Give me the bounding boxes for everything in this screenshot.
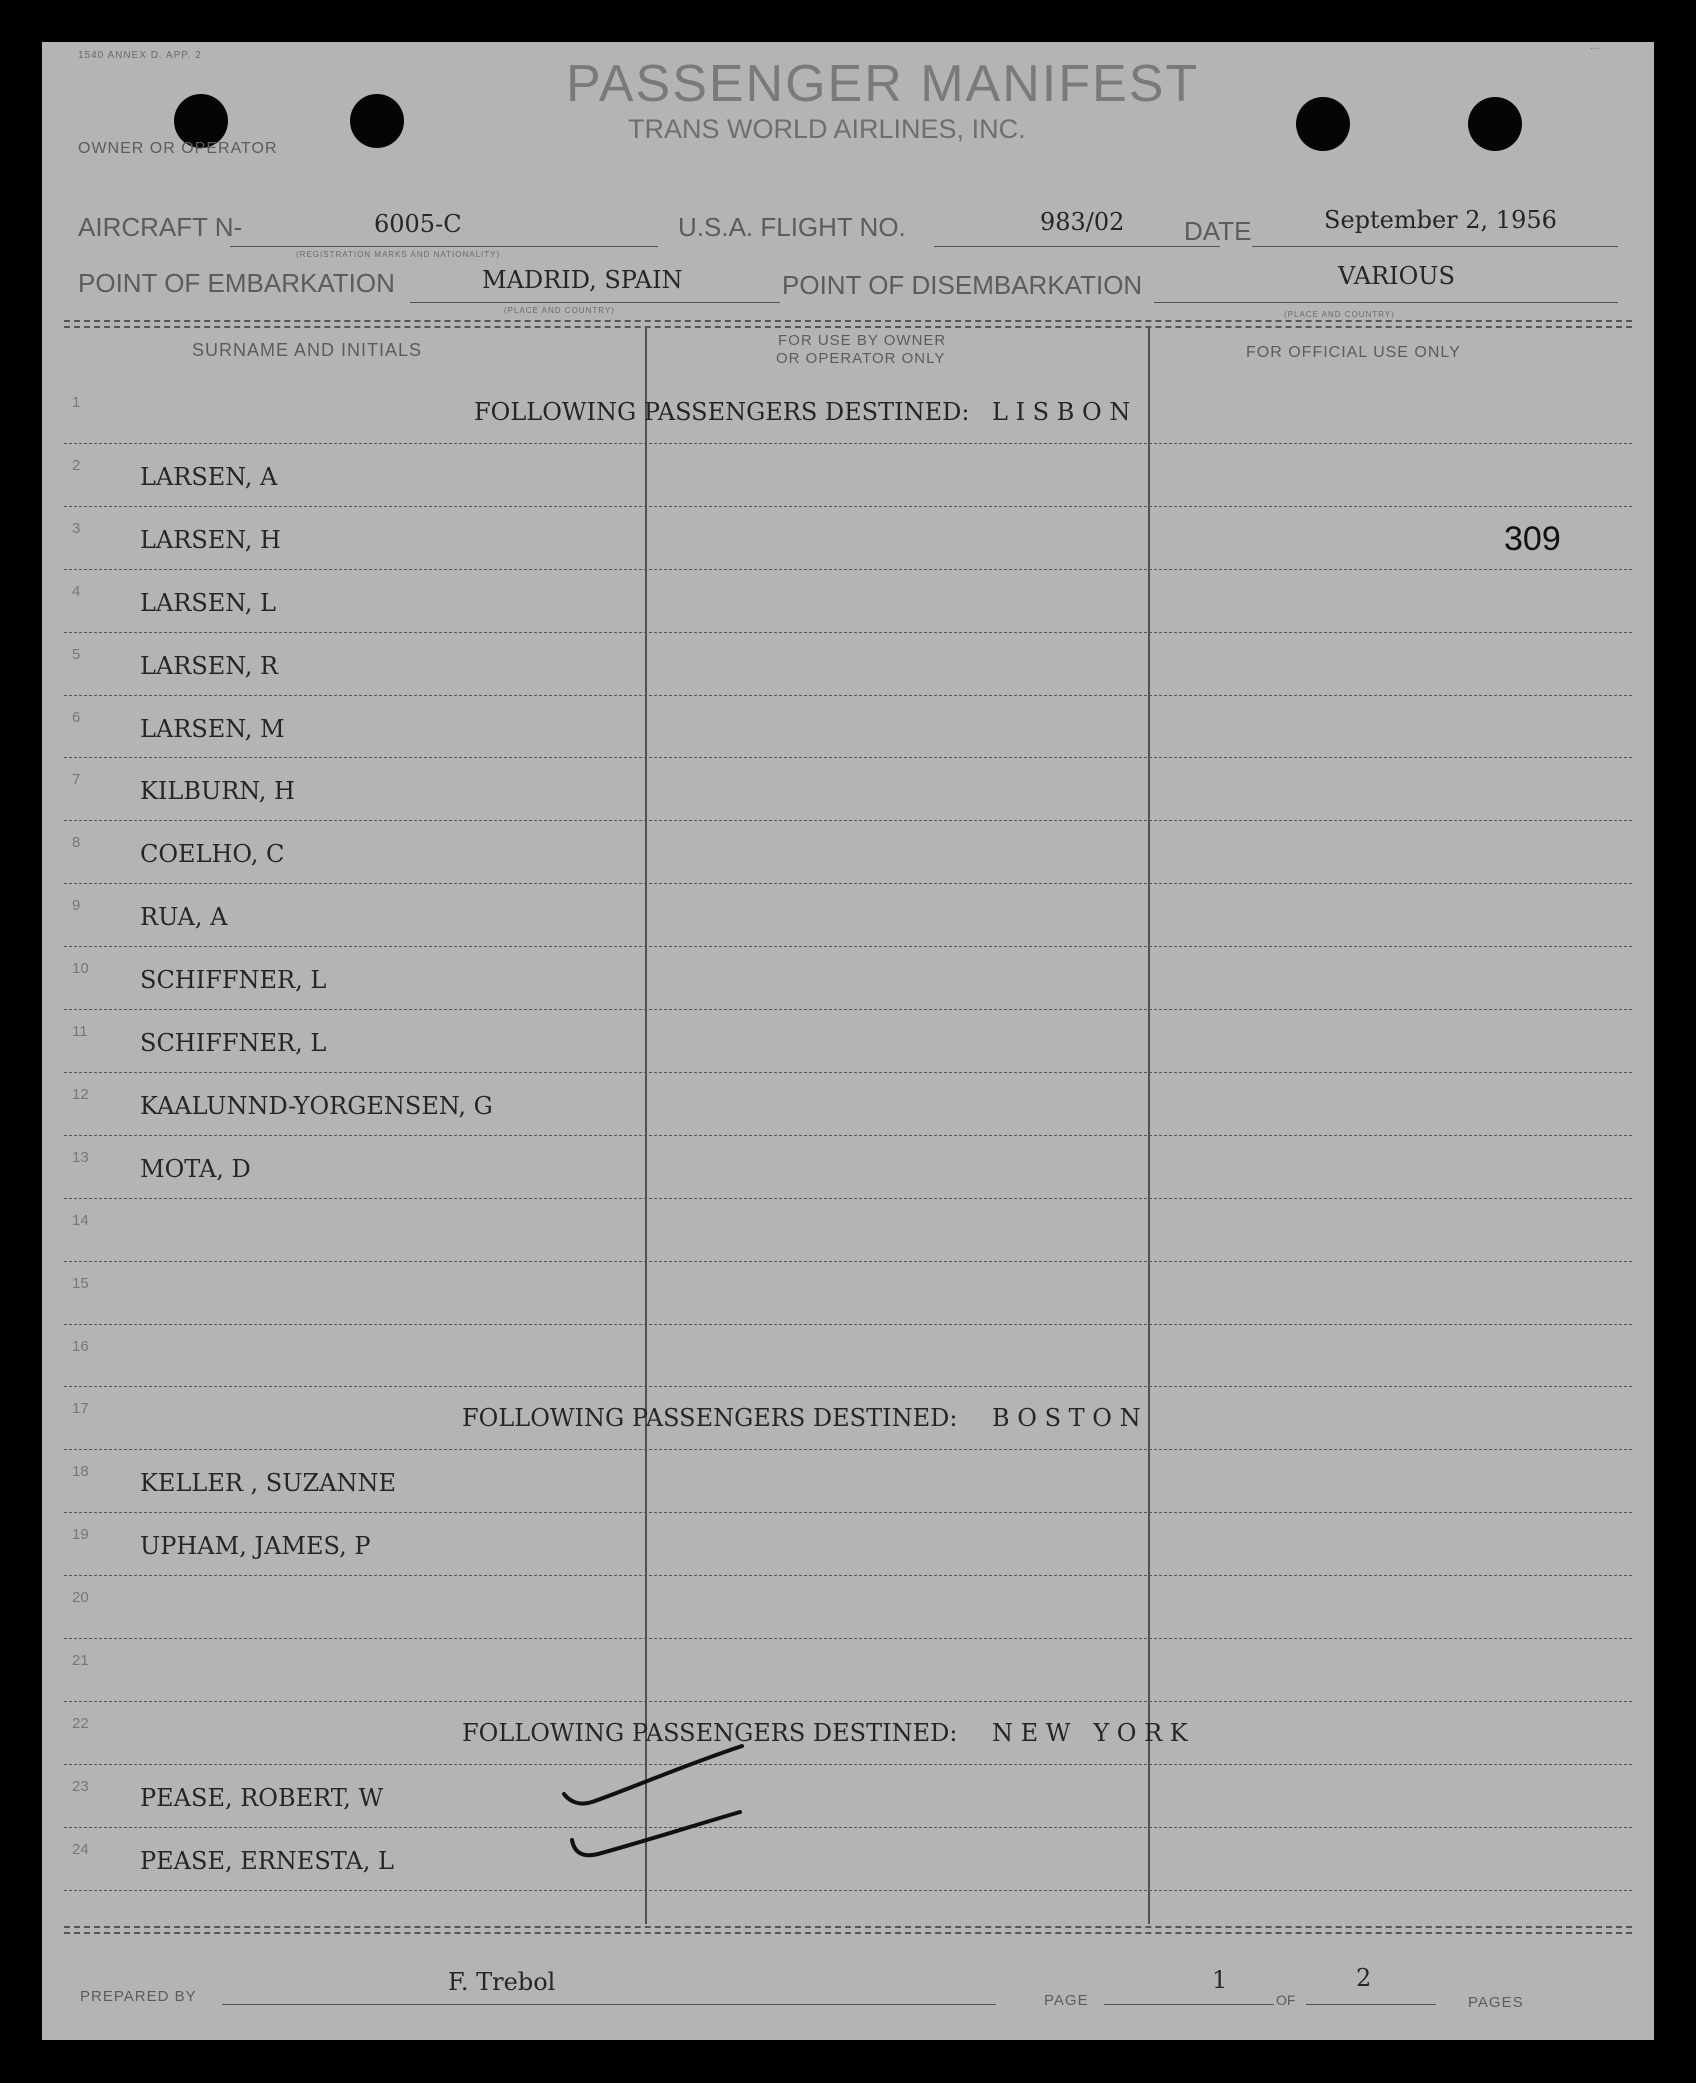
owner-operator-label: OWNER OR OPERATOR: [78, 140, 278, 157]
row-divider: [64, 443, 1632, 444]
row-number: 16: [72, 1337, 89, 1355]
row-number: 5: [72, 645, 81, 663]
airline-name: TRANS WORLD AIRLINES, INC.: [628, 114, 1026, 144]
row-number: 4: [72, 582, 81, 600]
row-divider: [64, 1198, 1632, 1199]
passenger-name: SCHIFFNER, L: [140, 1029, 327, 1057]
row-divider: [64, 757, 1632, 758]
column-divider-1: [645, 328, 647, 1924]
passenger-name: KELLER , SUZANNE: [140, 1469, 396, 1498]
row-number: 19: [72, 1526, 89, 1544]
registration-caption: (REGISTRATION MARKS AND NATIONALITY): [296, 250, 501, 259]
row-number: 8: [72, 834, 81, 852]
column-owner-line1: FOR USE BY OWNER: [778, 332, 947, 349]
row-number: 9: [72, 897, 81, 915]
form-code: 1540 ANNEX D. APP. 2: [78, 50, 202, 61]
destination-heading: FOLLOWING PASSENGERS DESTINED:: [474, 398, 970, 426]
row-divider: [64, 695, 1632, 696]
passenger-name: COELHO, C: [140, 840, 285, 869]
page-number: 1: [1212, 1966, 1228, 1994]
row-divider: [64, 883, 1632, 884]
row-number: 23: [72, 1777, 89, 1795]
column-surname: SURNAME AND INITIALS: [192, 340, 423, 360]
column-divider-2: [1148, 328, 1150, 1924]
corner-mark: ...: [1590, 38, 1601, 52]
punch-hole: [1296, 97, 1350, 151]
row-number: 17: [72, 1400, 89, 1418]
prepared-by-value: F. Trebol: [448, 1968, 556, 1996]
official-number: 309: [1504, 520, 1561, 558]
pages-label: PAGES: [1468, 1994, 1524, 2011]
of-label: OF: [1276, 1992, 1296, 2008]
disembarkation-caption: (PLACE AND COUNTRY): [1284, 310, 1395, 319]
header-top-line: [64, 320, 1632, 322]
row-number: 12: [72, 1085, 89, 1103]
passenger-name: LARSEN, M: [140, 714, 285, 743]
row-divider: [64, 1072, 1632, 1073]
row-number: 14: [72, 1211, 89, 1229]
destination-city: N E W Y O R K: [992, 1718, 1188, 1747]
passenger-name: SCHIFFNER, L: [140, 966, 327, 995]
total-pages: 2: [1356, 1964, 1372, 1992]
disembarkation-value: VARIOUS: [1338, 262, 1455, 290]
row-divider: [64, 506, 1632, 507]
row-divider: [64, 1701, 1632, 1702]
date-underline: [1252, 246, 1618, 247]
row-divider: [64, 1764, 1632, 1765]
date-label: DATE: [1184, 216, 1252, 246]
row-number: 22: [72, 1714, 89, 1732]
row-divider: [64, 1890, 1632, 1891]
row-number: 15: [72, 1274, 89, 1292]
row-divider: [64, 1575, 1632, 1576]
date-value: September 2, 1956: [1324, 206, 1557, 234]
prepared-by-label: PREPARED BY: [80, 1988, 197, 2005]
embarkation-caption: (PLACE AND COUNTRY): [504, 306, 615, 315]
row-number: 18: [72, 1463, 89, 1481]
manifest-page: [42, 38, 1654, 2040]
row-number: 24: [72, 1840, 89, 1858]
header-top-line-2: [64, 326, 1632, 328]
embarkation-label: POINT OF EMBARKATION: [78, 268, 395, 298]
prepared-underline: [222, 2004, 996, 2005]
row-number: 11: [72, 1023, 88, 1040]
row-divider: [64, 569, 1632, 570]
page-label: PAGE: [1044, 1992, 1089, 2009]
footer-line-2: [64, 1932, 1632, 1934]
destination-heading: FOLLOWING PASSENGERS DESTINED:: [462, 1718, 958, 1747]
punch-hole: [350, 94, 404, 148]
row-number: 7: [72, 771, 81, 789]
row-number: 6: [72, 708, 81, 726]
row-divider: [64, 1261, 1632, 1262]
aircraft-underline: [230, 246, 658, 247]
check-mark-icon: [552, 1742, 752, 1862]
destination-city: L I S B O N: [992, 398, 1131, 426]
disembarkation-underline: [1154, 302, 1618, 303]
passenger-name: PEASE, ROBERT, W: [140, 1783, 384, 1812]
embarkation-value: MADRID, SPAIN: [482, 266, 683, 294]
passenger-name: UPHAM, JAMES, P: [140, 1532, 371, 1561]
row-divider: [64, 1449, 1632, 1450]
row-divider: [64, 1324, 1632, 1325]
passenger-name: LARSEN, R: [140, 651, 279, 680]
aircraft-label: AIRCRAFT N-: [78, 212, 243, 242]
column-owner-line2: OR OPERATOR ONLY: [776, 350, 946, 367]
page-title: PASSENGER MANIFEST: [566, 55, 1200, 113]
row-divider: [64, 1512, 1632, 1513]
embarkation-underline: [410, 302, 780, 303]
row-divider: [64, 1827, 1632, 1828]
passenger-name: KILBURN, H: [140, 777, 295, 806]
row-divider: [64, 1009, 1632, 1010]
passenger-name: LARSEN, L: [140, 588, 276, 617]
destination-city: B O S T O N: [992, 1404, 1141, 1433]
flight-label: U.S.A. FLIGHT NO.: [678, 212, 906, 242]
passenger-name: MOTA, D: [140, 1154, 251, 1183]
page-underline: [1104, 2004, 1274, 2005]
row-divider: [64, 820, 1632, 821]
passenger-name: LARSEN, H: [140, 525, 281, 554]
passenger-name: RUA, A: [140, 903, 228, 932]
flight-value: 983/02: [1040, 208, 1125, 236]
row-number: 13: [72, 1148, 89, 1166]
row-number: 21: [72, 1652, 89, 1669]
row-number: 20: [72, 1589, 89, 1607]
disembarkation-label: POINT OF DISEMBARKATION: [782, 270, 1143, 300]
flight-underline: [934, 246, 1220, 247]
passenger-name: LARSEN, A: [140, 462, 278, 491]
row-divider: [64, 1135, 1632, 1136]
row-number: 10: [72, 960, 89, 978]
column-official: FOR OFFICIAL USE ONLY: [1246, 344, 1461, 361]
pages-underline: [1306, 2004, 1436, 2005]
row-number: 1: [72, 394, 81, 411]
row-number: 2: [72, 456, 81, 474]
row-divider: [64, 946, 1632, 947]
row-divider: [64, 1638, 1632, 1639]
aircraft-value: 6005-C: [374, 210, 462, 238]
row-divider: [64, 632, 1632, 633]
passenger-name: PEASE, ERNESTA, L: [140, 1846, 394, 1875]
punch-hole: [1468, 97, 1522, 151]
footer-line-1: [64, 1926, 1632, 1928]
row-number: 3: [72, 519, 81, 537]
passenger-name: KAALUNND-YORGENSEN, G: [140, 1091, 493, 1120]
destination-heading: FOLLOWING PASSENGERS DESTINED:: [462, 1404, 958, 1433]
row-divider: [64, 1386, 1632, 1387]
